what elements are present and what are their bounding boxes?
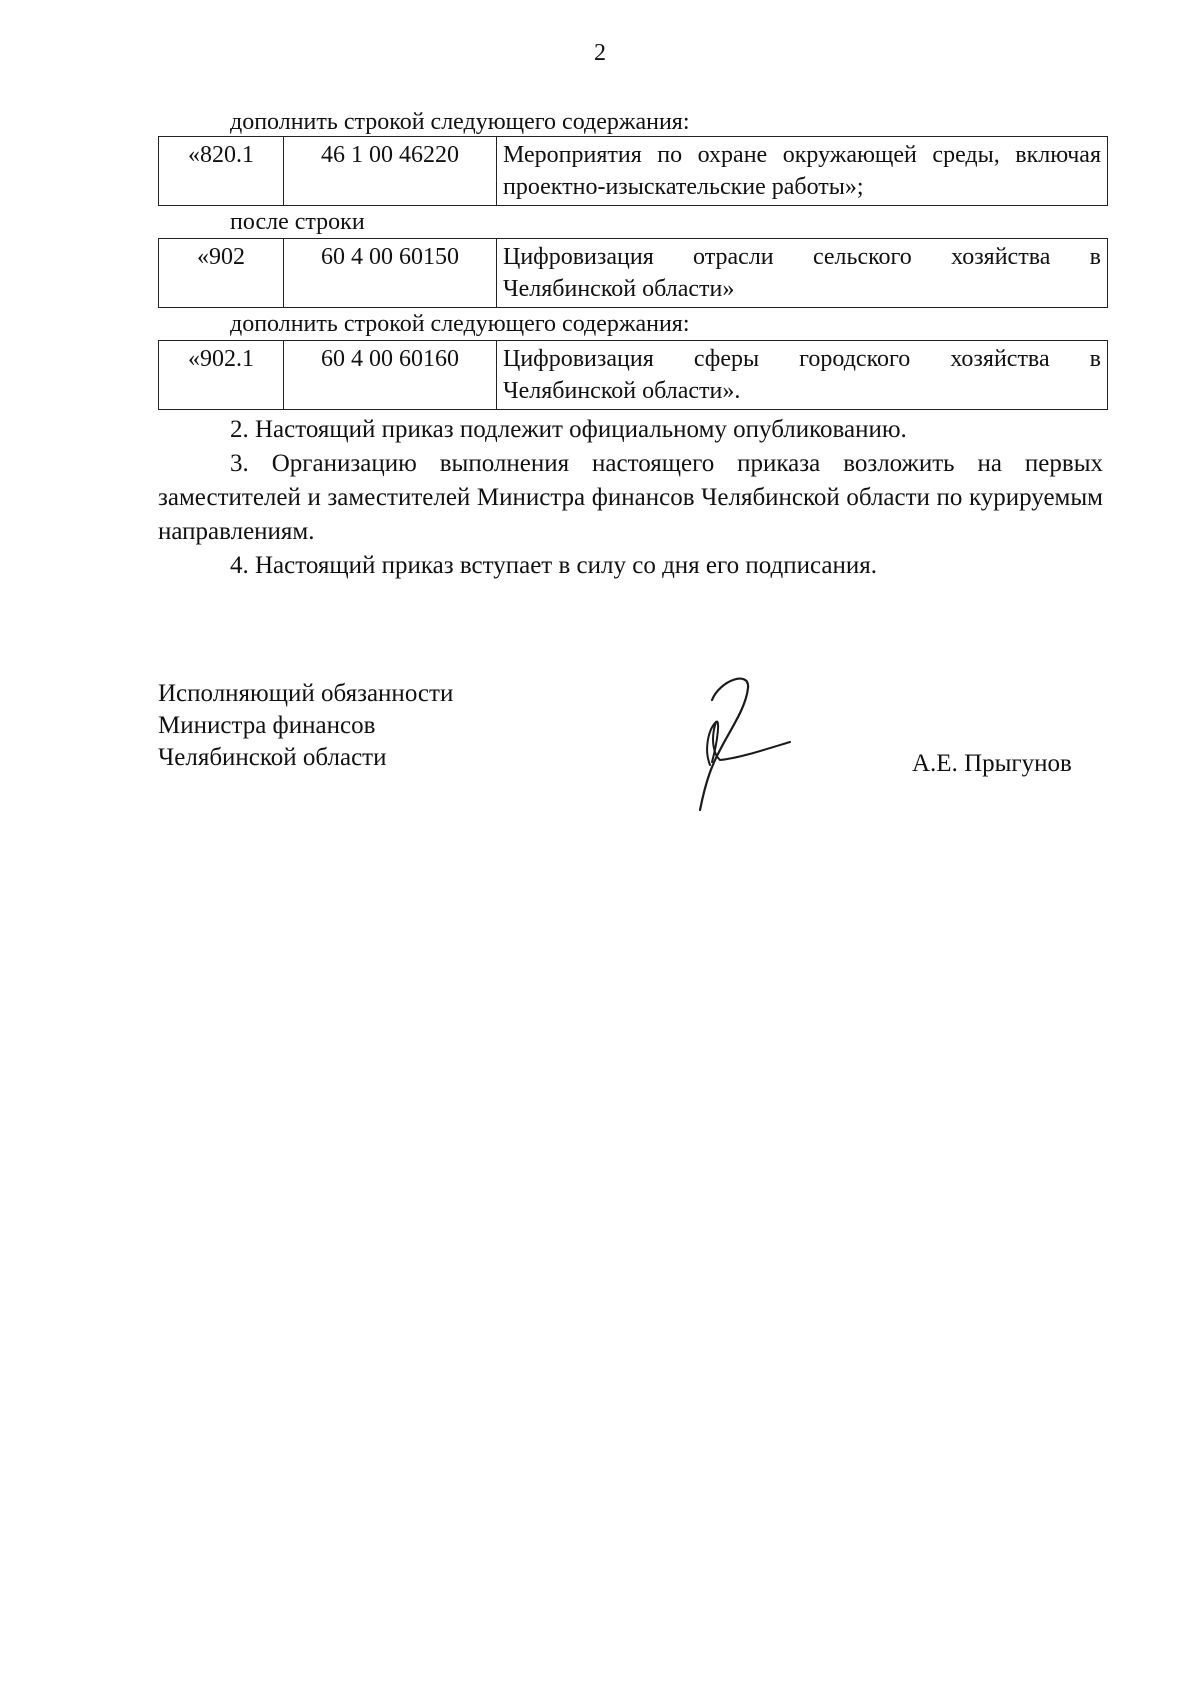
row-number: «902.1 (159, 341, 284, 410)
amendment-intro: после строки (230, 209, 365, 235)
row-description: Мероприятия по охране окружающей среды, включая проектно-изыскательские работы»; (497, 137, 1108, 206)
amendment-table (158, 340, 1108, 410)
position-line: Челябинской области (158, 744, 387, 771)
handwritten-signature (690, 670, 800, 820)
paragraph: 2. Настоящий приказ подлежит официальному опубликованию. (230, 416, 907, 443)
row-code: 46 1 00 46220 (284, 137, 497, 206)
row-code: 60 4 00 60160 (284, 341, 497, 410)
paragraph: 4. Настоящий приказ вступает в силу со дня его подписания. (230, 552, 878, 579)
table-row (159, 137, 1108, 206)
row-number: «820.1 (159, 137, 284, 206)
amendment-intro: дополнить строкой следующего содержания: (230, 311, 690, 337)
row-code: 60 4 00 60150 (284, 239, 497, 308)
position-line: Исполняющий обязанности (158, 680, 454, 707)
table-row (159, 341, 1108, 410)
table-row (159, 239, 1108, 308)
signatory-position (158, 678, 453, 774)
signer-name: А.Е. Прыгунов (912, 750, 1072, 777)
page-number: 2 (594, 40, 606, 66)
amendment-table (158, 136, 1108, 206)
order-paragraphs (158, 413, 1103, 583)
row-description: Цифровизация сферы городского хозяйства в Челябинской области». (497, 341, 1108, 410)
position-line: Министра финансов (158, 712, 376, 739)
amendment-intro: дополнить строкой следующего содержания: (230, 109, 690, 135)
row-number: «902 (159, 239, 284, 308)
paragraph: 3. Организацию выполнения настоящего приказа возложить на первых заместителей и заместителей Министра финансов Челябинской области по курируемым направлениям. (158, 450, 1103, 545)
row-description: Цифровизация отрасли сельского хозяйства в Челябинской области» (497, 239, 1108, 308)
amendment-table (158, 238, 1108, 308)
